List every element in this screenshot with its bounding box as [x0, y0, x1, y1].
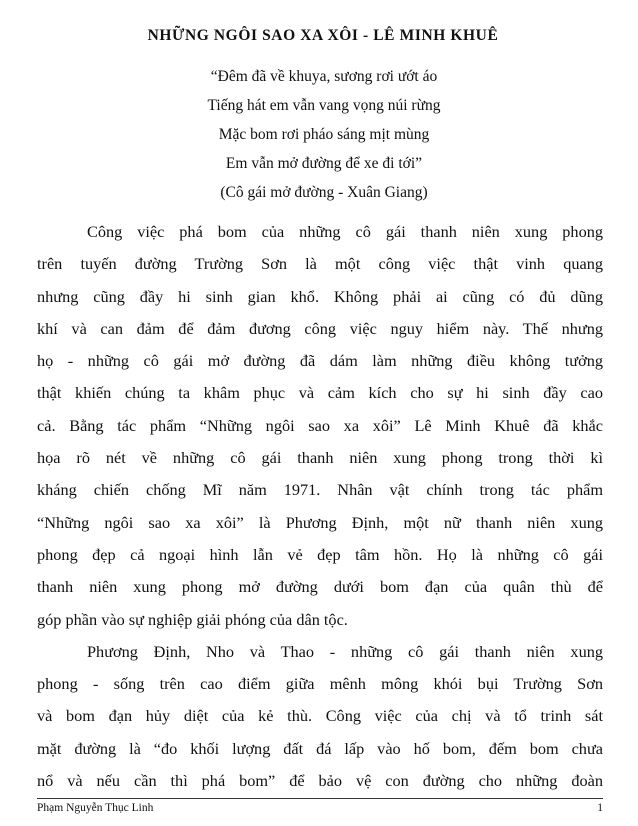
paragraph-line: phong - sống trên cao điểm giữa mênh mông khói bụi Trường Sơn: [37, 674, 603, 694]
page-number: 1: [597, 802, 603, 814]
poem-line: “Đêm đã về khuya, sương rơi ướt áo: [210, 68, 438, 85]
footer-divider: [37, 798, 603, 799]
footer-author: Phạm Nguyễn Thục Linh: [37, 802, 154, 814]
paragraph-line: trên tuyến đường Trường Sơn là một công việc thật vinh quang: [37, 254, 603, 274]
poem-line: Tiếng hát em vẫn vang vọng núi rừng: [207, 97, 441, 114]
paragraph-line: và bom đạn hủy diệt của kẻ thù. Công việc của chị và tổ trinh sát: [37, 706, 603, 726]
poem-citation: (Cô gái mở đường - Xuân Giang): [220, 184, 428, 201]
paragraph-line: thanh niên xung phong mở đường dưới bom đạn của quân thù để: [37, 577, 603, 597]
paragraph-line: phong đẹp cả ngoại hình lẫn vẻ đẹp tâm hồn. Họ là những cô gái: [37, 544, 603, 564]
paragraph-line: thật khiến chúng ta khâm phục và cảm kích cho sự hi sinh đầy cao: [37, 383, 603, 403]
paragraph-line: nhưng cũng đầy hi sinh gian khổ. Không phải ai cũng có đủ dũng: [37, 286, 603, 306]
paragraph-line: họ - những cô gái mở đường đã dám làm những điều không tưởng: [37, 351, 603, 371]
paragraph-line: Công việc phá bom của những cô gái thanh niên xung phong: [87, 222, 603, 241]
paragraph-line: họa rõ nét về những cô gái thanh niên xung phong trong thời kì: [37, 448, 603, 468]
paragraph-line: kháng chiến chống Mĩ năm 1971. Nhân vật chính trong tác phẩm: [37, 480, 603, 500]
poem-line: Mặc bom rơi pháo sáng mịt mùng: [218, 126, 430, 143]
paragraph-line: Phương Định, Nho và Thao - những cô gái thanh niên xung: [87, 641, 603, 661]
paragraph-line: mặt đường là “đo khối lượng đất đá lấp vào hố bom, đếm bom chưa: [37, 738, 603, 758]
paragraph-line: khí và can đảm để đảm đương công việc nguy hiểm này. Thế nhưng: [37, 318, 603, 338]
poem-line: Em vẫn mở đường để xe đi tới”: [225, 155, 423, 172]
epigraph-poem: [0, 62, 638, 207]
paragraph-line: “Những ngôi sao xa xôi” là Phương Định, một nữ thanh niên xung: [37, 512, 603, 532]
document-title: NHỮNG NGÔI SAO XA XÔI - LÊ MINH KHUÊ: [147, 27, 499, 44]
paragraph-line: nổ và nếu cần thì phá bom” để bảo vệ con đường cho những đoàn: [37, 771, 603, 791]
paragraph-line: cả. Bằng tác phẩm “Những ngôi sao xa xôi” Lê Minh Khuê đã khắc: [37, 415, 603, 435]
body-text: [37, 216, 603, 797]
paragraph-line: góp phần vào sự nghiệp giải phóng của dân tộc.: [37, 609, 348, 629]
